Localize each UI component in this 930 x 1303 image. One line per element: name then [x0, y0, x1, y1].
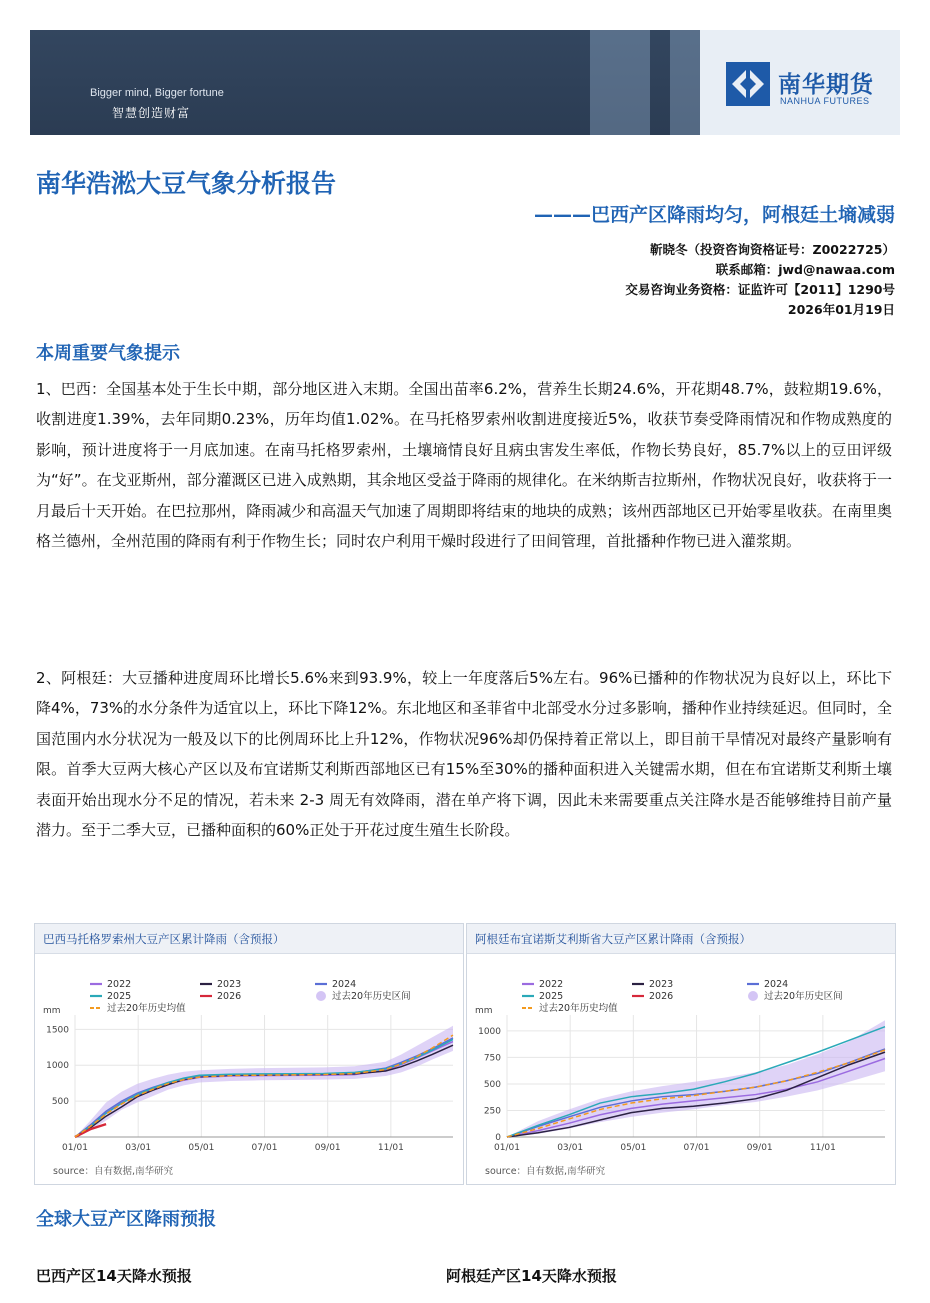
author-email: 联系邮箱：jwd@nawaa.com [715, 262, 895, 277]
chart-source: source：自有数据,南华研究 [53, 1166, 174, 1177]
banner-slogan-en: Bigger mind, Bigger fortune [90, 87, 224, 99]
chart-title: 阿根廷布宜诺斯艾利斯省大豆产区累计降雨（含预报） [467, 924, 895, 954]
y-tick-label: 750 [483, 1053, 501, 1064]
x-tick-label: 11/01 [809, 1143, 836, 1153]
legend-label: 2022 [539, 979, 564, 990]
chart-card-brazil [34, 923, 464, 1185]
legend-label: 2024 [764, 979, 789, 990]
y-tick-label: 0 [495, 1133, 501, 1143]
history-range-band [75, 1026, 453, 1137]
license-info: 交易咨询业务资格：证监许可【2011】1290号 [625, 282, 895, 297]
chart-source: source：自有数据,南华研究 [485, 1166, 606, 1177]
legend-label: 2024 [332, 979, 357, 990]
legend-swatch [748, 991, 758, 1001]
y-axis-label: mm [475, 1006, 493, 1016]
section-heading: 本周重要气象提示 [36, 343, 180, 364]
report-subtitle: ———巴西产区降雨均匀，阿根廷土墒减弱 [533, 204, 895, 226]
paragraph-brazil: 1、巴西：全国基本处于生长中期，部分地区进入末期。全国出苗率6.2%，营养生长期24.6%，开花期48.7%，鼓粒期19.6%，收割进度1.39%，去年同期0.23%，历年均值1.02%。在马托格罗索州收割进度接近5%，收获节奏受降雨情况和作物成熟度的影响，预计进度将于一月底加速。在南马托格罗索州，土壤墒情良好且病虫害发生率低，作物长势良好，85.7%以上的豆田评级为“好”。在戈亚斯州，部分灌溉区已进入成熟期，其余地区受益于降雨的规律化。在米纳斯吉拉斯州，作物状况良好，收获将于一月最后十天开始。在巴拉那州，降雨减少和高温天气加速了周期即将结束的地块的成熟；该州西部地区已开始零星收获。在南里奥格兰德州，全州范围的降雨有利于作物生长；同时农户利用干燥时段进行了田间管理，首批播种作物已进入灌浆期。 [36, 380, 892, 551]
header-banner [30, 30, 900, 135]
nanhua-logo-icon [726, 62, 770, 106]
x-tick-label: 11/01 [377, 1143, 404, 1153]
y-tick-label: 500 [483, 1079, 501, 1090]
banner-slogan-cn: 智慧创造财富 [112, 106, 191, 120]
x-tick-label: 09/01 [314, 1143, 341, 1153]
x-tick-label: 03/01 [125, 1143, 152, 1153]
legend-label: 过去20年历史区间 [764, 991, 843, 1002]
series-line-过去20年历史均值 [75, 1035, 453, 1137]
legend-swatch [316, 991, 326, 1001]
author-block [625, 240, 895, 320]
legend-label: 2026 [649, 991, 674, 1002]
legend-label: 2025 [107, 991, 132, 1002]
logo-text-en: NANHUA FUTURES [780, 96, 870, 106]
legend-label: 过去20年历史均值 [107, 1003, 186, 1014]
y-tick-label: 250 [483, 1106, 501, 1117]
paragraph-argentina: 2、阿根廷：大豆播种进度周环比增长5.6%来到93.9%，较上一年度落后5%左右。96%已播种的作物状况为良好以上，环比下降4%，73%的水分条件为适宜以上，环比下降12%。东北地区和圣菲省中北部受水分过多影响，播种作业持续延迟。但同时，全国范围内水分状况为一般及以下的比例周环比上升12%，作物状况96%却仍保持着正常以上，即目前干旱情况对最终产量影响有限。首季大豆两大核心产区以及布宜诺斯艾利斯西部地区已有15%至30%的播种面积进入关键需水期，但在布宜诺斯艾利斯土壤表面开始出现水分不足的情况，若未来 2-3 周无有效降雨，潜在单产将下调，因此未来需要重点关注降水是否能够维持目前产量潜力。至于二季大豆，已播种面积的60%正处于开花过度生殖生长阶段。 [36, 669, 892, 840]
author-name: 靳晓冬（投资咨询资格证号：Z0022725） [650, 242, 895, 257]
report-date: 2026年01月19日 [787, 302, 895, 317]
x-tick-label: 01/01 [62, 1143, 88, 1153]
chart-argentina [467, 955, 895, 1155]
x-tick-label: 03/01 [557, 1143, 584, 1153]
y-tick-label: 500 [51, 1097, 69, 1108]
x-tick-label: 01/01 [494, 1143, 520, 1153]
x-tick-label: 05/01 [188, 1143, 215, 1153]
company-logo [700, 30, 900, 135]
legend-label: 2025 [539, 991, 564, 1002]
section-heading: 全球大豆产区降雨预报 [36, 1209, 216, 1230]
subheading-brazil-forecast: 巴西产区14天降水预报 [36, 1267, 192, 1285]
legend-label: 2022 [107, 979, 132, 990]
chart-brazil [35, 955, 463, 1155]
banner-stripe [590, 30, 650, 135]
x-tick-label: 09/01 [746, 1143, 773, 1153]
legend-label: 过去20年历史均值 [539, 1003, 618, 1014]
x-tick-label: 05/01 [620, 1143, 647, 1153]
x-tick-label: 07/01 [251, 1143, 278, 1153]
legend-label: 2023 [649, 979, 674, 990]
y-axis-label: mm [43, 1006, 61, 1016]
report-title: 南华浩淞大豆气象分析报告 [36, 169, 337, 198]
legend-label: 2023 [217, 979, 242, 990]
y-tick-label: 1000 [46, 1061, 69, 1072]
y-tick-label: 1000 [478, 1026, 501, 1037]
legend-label: 过去20年历史区间 [332, 991, 411, 1002]
chart-title: 巴西马托格罗索州大豆产区累计降雨（含预报） [35, 924, 463, 954]
y-tick-label: 1500 [46, 1025, 69, 1036]
x-tick-label: 07/01 [683, 1143, 710, 1153]
legend-label: 2026 [217, 991, 242, 1002]
subheading-argentina-forecast: 阿根廷产区14天降水预报 [446, 1267, 617, 1285]
logo-text-cn: 南华期货 [778, 72, 874, 98]
chart-card-argentina [466, 923, 896, 1185]
